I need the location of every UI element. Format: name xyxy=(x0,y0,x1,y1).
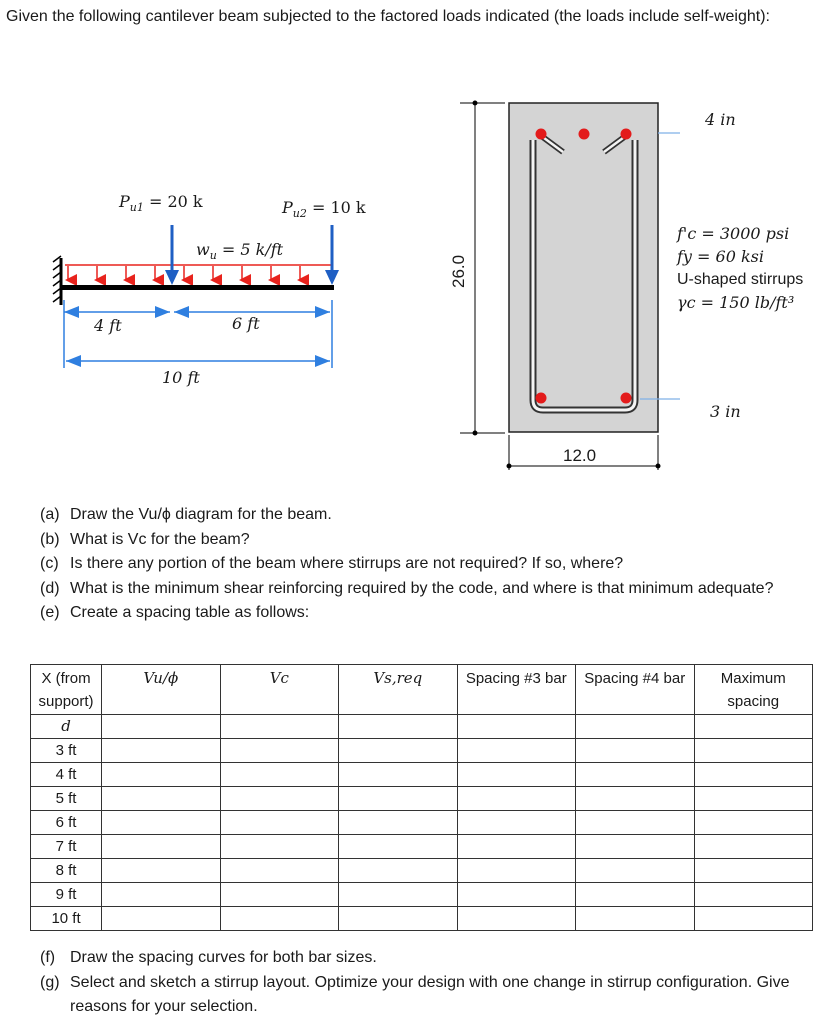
rebar-top-right xyxy=(621,129,632,140)
beam xyxy=(61,285,334,290)
dim-6ft-label: 6 ft xyxy=(232,314,260,333)
table-row: 6 ft xyxy=(31,811,813,835)
wu-label: $w_u = 5$ k/ft xyxy=(196,240,284,263)
fixed-support xyxy=(53,256,61,305)
material-properties xyxy=(677,222,803,314)
rebar-bottom-left xyxy=(536,393,547,404)
distributed-load xyxy=(65,265,333,280)
table-header-row xyxy=(31,665,813,715)
header-vu-phi: Vu/ϕ xyxy=(102,665,220,715)
dim-4ft-label: 4 ft xyxy=(94,316,122,335)
header-vs-req: Vs,req xyxy=(339,665,457,715)
fy-property: fy = 60 ksi xyxy=(677,247,765,266)
rebar-top-left xyxy=(536,129,547,140)
rebar-bottom-right xyxy=(621,393,632,404)
table-row: 4 ft xyxy=(31,763,813,787)
header-vc: Vc xyxy=(220,665,338,715)
footer-questions xyxy=(40,946,800,1020)
header-spacing-4: Spacing #4 bar xyxy=(576,665,694,715)
pu1-label: $P_{u1} = 20$ k xyxy=(119,192,203,215)
point-load-pu2 xyxy=(325,225,339,285)
table-row: 8 ft xyxy=(31,859,813,883)
rebar-top-mid xyxy=(579,129,590,140)
spacing-table xyxy=(30,664,813,931)
question-f: (f) Draw the spacing curves for both bar sizes. xyxy=(40,949,377,966)
unit-weight-property: γc = 150 lb/ft³ xyxy=(677,293,795,312)
pu2-label: $P_{u2} = 10$ k xyxy=(282,198,366,221)
header-max-spacing: Maximum spacing xyxy=(694,665,813,715)
questions-list xyxy=(40,503,800,626)
table-row: 3 ft xyxy=(31,739,813,763)
question-g: (g) Select and sketch a stirrup layout. Optimize your design with one change in stirrup configuration. Give reasons for your selection. xyxy=(40,973,790,1015)
cross-section-figure xyxy=(440,95,680,475)
question-a: (a) Draw the Vu/ϕ diagram for the beam. xyxy=(40,506,332,523)
section-height-label: 26.0 xyxy=(449,254,468,288)
stirrup-type: U-shaped stirrups xyxy=(677,271,804,288)
table-row: d xyxy=(31,715,813,739)
point-load-pu1 xyxy=(165,225,179,285)
section-width-label: 12.0 xyxy=(563,446,597,465)
header-spacing-3: Spacing #3 bar xyxy=(457,665,575,715)
top-cover-label: 4 in xyxy=(705,110,736,129)
question-e: (e) Create a spacing table as follows: xyxy=(40,604,310,621)
question-c: (c) Is there any portion of the beam where stirrups are not required? If so, where? xyxy=(40,555,624,572)
question-d: (d) What is the minimum shear reinforcing required by the code, and where is that minimum adequate? xyxy=(40,579,774,597)
question-b: (b) What is Vc for the beam? xyxy=(40,530,250,548)
dim-10ft-label: 10 ft xyxy=(162,368,200,387)
header-x: X (from support) xyxy=(31,665,102,715)
table-row: 9 ft xyxy=(31,883,813,907)
table-row: 10 ft xyxy=(31,907,813,931)
table-row: 7 ft xyxy=(31,835,813,859)
bottom-cover-label: 3 in xyxy=(710,402,741,421)
table-row: 5 ft xyxy=(31,787,813,811)
fc-property: f'c = 3000 psi xyxy=(677,224,790,243)
problem-intro: Given the following cantilever beam subjected to the factored loads indicated (the loads include self-weight): xyxy=(6,8,770,25)
